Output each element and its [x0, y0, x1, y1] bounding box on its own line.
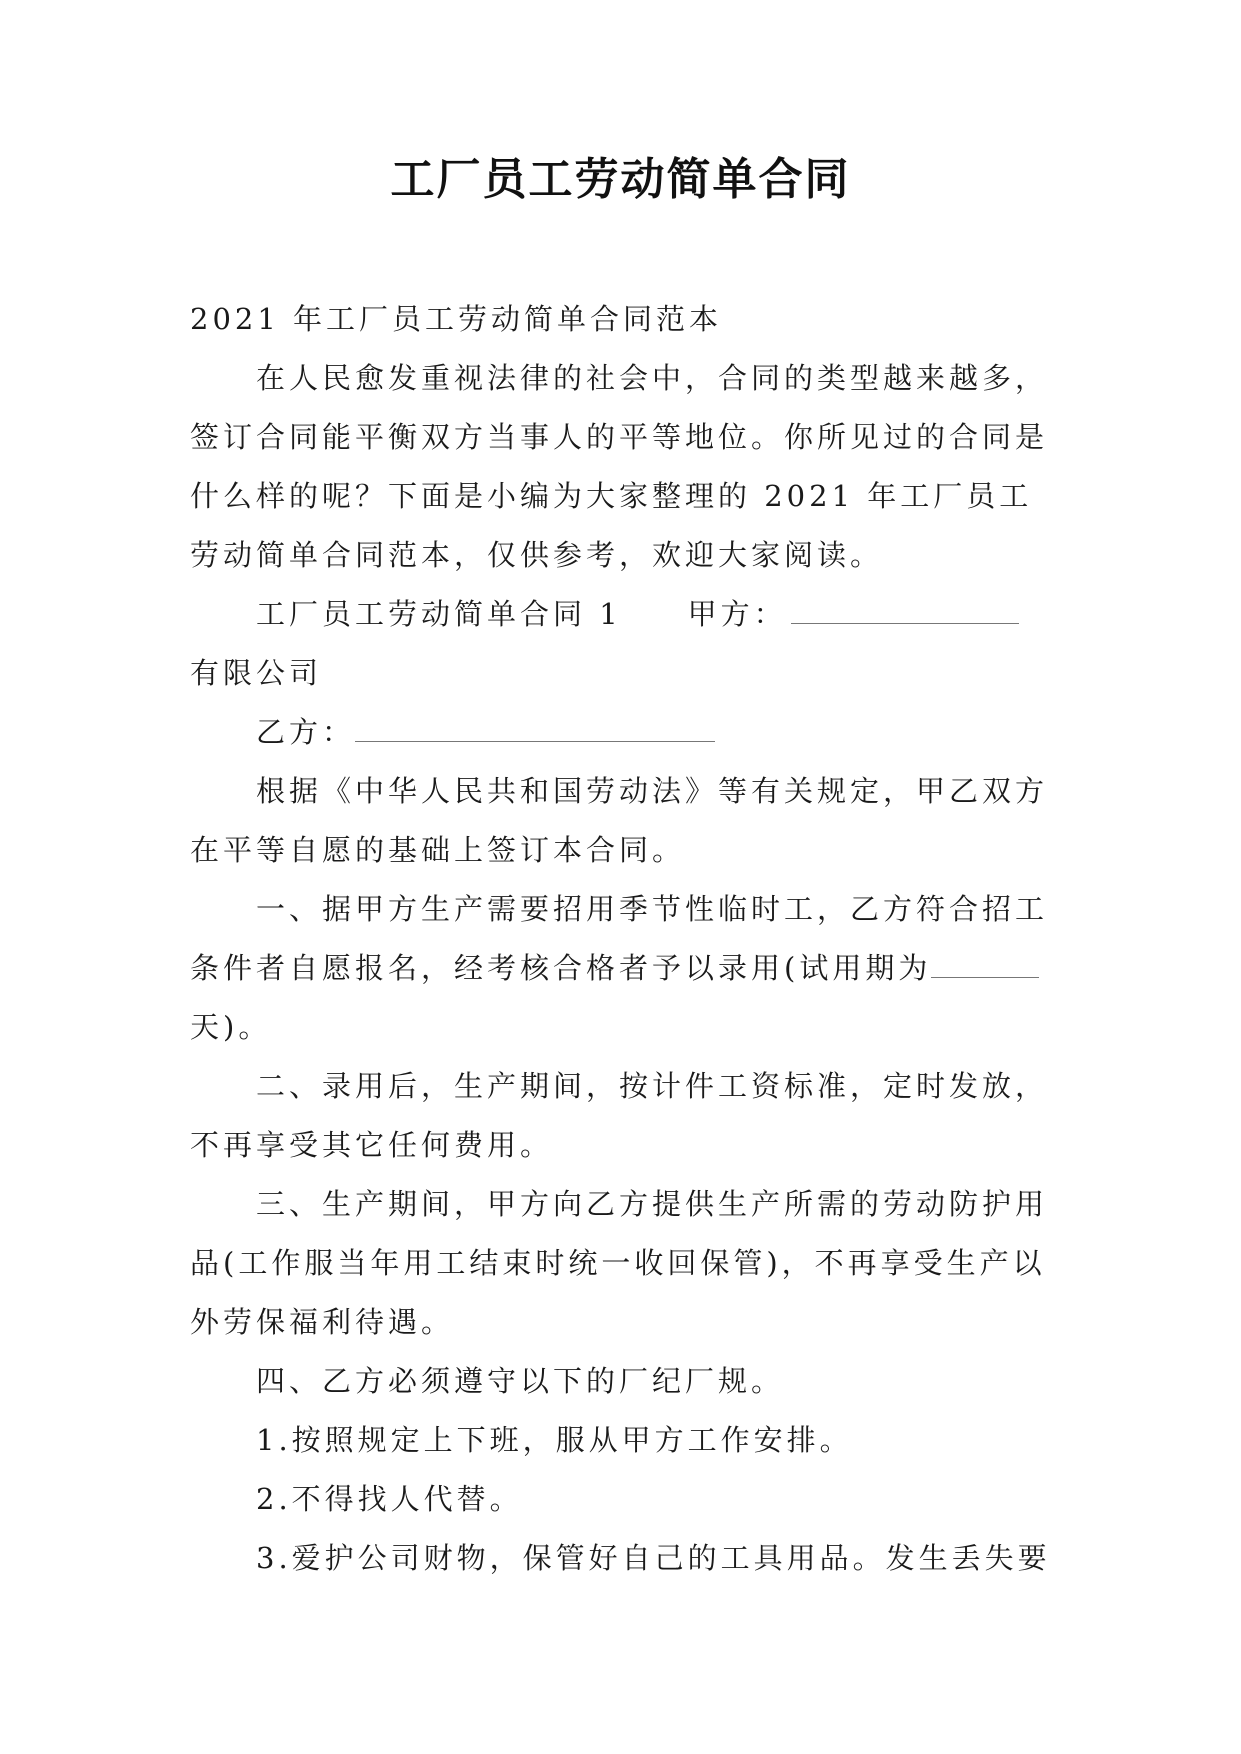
party-b-label: 乙方： — [256, 715, 356, 749]
document-title: 工厂员工劳动简单合同 — [390, 154, 851, 205]
contract-heading: 工厂员工劳动简单合同 1 — [256, 597, 622, 631]
document-body — [190, 290, 1052, 1588]
clause-2: 二、录用后，生产期间，按计件工资标准，定时发放，不再享受其它任何费用。 — [190, 1069, 1049, 1162]
clause-1-end: 天)。 — [190, 1010, 272, 1044]
clause-1 — [190, 880, 1052, 1057]
clause-3: 三、生产期间，甲方向乙方提供生产所需的劳动防护用品(工作服当年用工结束时统一收回保管)，不再享受生产以外劳保福利待遇。 — [190, 1187, 1049, 1339]
rule-2: 2.不得找人代替。 — [256, 1482, 523, 1516]
party-a-suffix: 有限公司 — [190, 656, 323, 690]
basis-paragraph: 根据《中华人民共和国劳动法》等有关规定，甲乙双方在平等自愿的基础上签订本合同。 — [190, 774, 1049, 867]
intro-paragraph: 在人民愈发重视法律的社会中，合同的类型越来越多，签订合同能平衡双方当事人的平等地位。你所见过的合同是什么样的呢？下面是小编为大家整理的 2021 年工厂员工劳动简单合同范本，仅供参考，欢迎大家阅读。 — [190, 361, 1049, 572]
party-b-line — [190, 703, 1052, 762]
subtitle: 2021 年工厂员工劳动简单合同范本 — [190, 302, 723, 336]
rule-1: 1.按照规定上下班，服从甲方工作安排。 — [256, 1423, 853, 1457]
party-b-blank — [355, 721, 715, 742]
party-a-line — [190, 585, 1052, 703]
rule-3: 3.爱护公司财物，保管好自己的工具用品。发生丢失要 — [256, 1541, 1051, 1575]
probation-blank — [931, 957, 1039, 978]
party-a-blank — [791, 603, 1019, 624]
clause-1-text: 一、据甲方生产需要招用季节性临时工，乙方符合招工条件者自愿报名，经考核合格者予以录用(试用期为 — [190, 892, 1049, 985]
clause-4: 四、乙方必须遵守以下的厂纪厂规。 — [256, 1364, 785, 1398]
party-a-label: 甲方： — [687, 597, 787, 631]
